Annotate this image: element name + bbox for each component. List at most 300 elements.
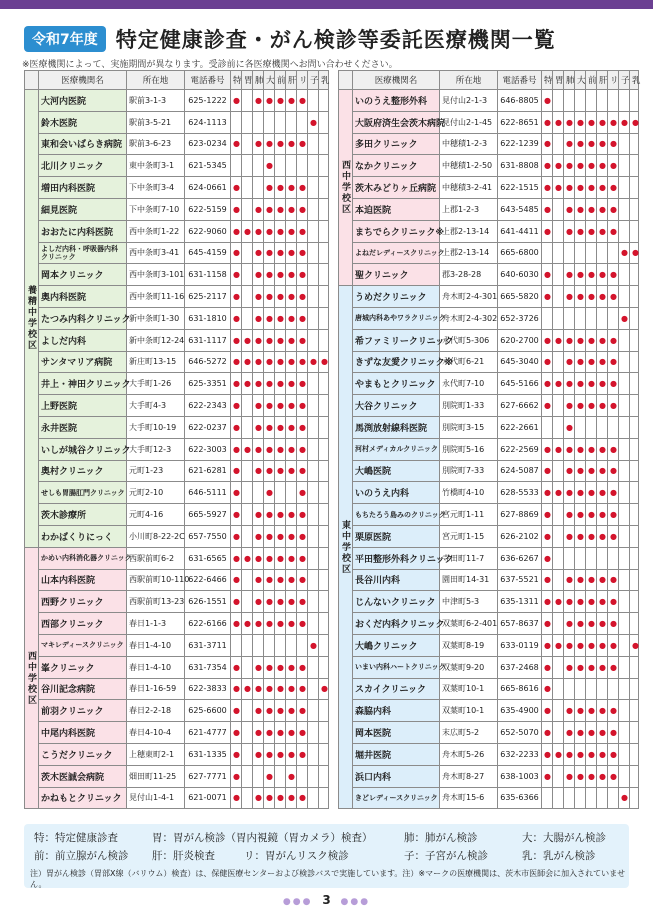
exam-mark: ● bbox=[231, 438, 242, 460]
exam-mark: ● bbox=[319, 678, 329, 700]
exam-mark: ● bbox=[586, 743, 597, 765]
clinic-address: 駅前3-1-3 bbox=[127, 90, 185, 112]
exam-mark: ● bbox=[608, 133, 619, 155]
clinic-address: 上穂東町2-1 bbox=[127, 743, 185, 765]
exam-mark: ● bbox=[564, 765, 575, 787]
exam-mark bbox=[319, 155, 329, 177]
exam-mark: ● bbox=[586, 286, 597, 308]
exam-mark bbox=[253, 482, 264, 504]
exam-mark: ● bbox=[575, 395, 586, 417]
exam-mark: ● bbox=[630, 634, 639, 656]
exam-mark bbox=[619, 722, 630, 744]
exam-mark bbox=[308, 722, 319, 744]
exam-mark bbox=[564, 787, 575, 809]
exam-mark bbox=[608, 307, 619, 329]
exam-mark: ● bbox=[231, 547, 242, 569]
exam-mark: ● bbox=[286, 220, 297, 242]
clinic-phone: 624-5087 bbox=[498, 460, 542, 482]
clinic-phone: 633-0119 bbox=[498, 634, 542, 656]
exam-mark: ● bbox=[608, 460, 619, 482]
exam-mark: ● bbox=[575, 220, 586, 242]
col-header-exam: 前 bbox=[586, 71, 597, 90]
exam-mark bbox=[319, 395, 329, 417]
exam-mark bbox=[319, 743, 329, 765]
exam-mark: ● bbox=[597, 198, 608, 220]
exam-mark bbox=[319, 547, 329, 569]
exam-mark: ● bbox=[575, 286, 586, 308]
clinic-phone: 631-3711 bbox=[185, 634, 231, 656]
exam-mark: ● bbox=[597, 264, 608, 286]
exam-mark: ● bbox=[242, 678, 253, 700]
exam-mark: ● bbox=[275, 678, 286, 700]
exam-mark bbox=[564, 242, 575, 264]
exam-mark bbox=[553, 264, 564, 286]
exam-mark: ● bbox=[575, 111, 586, 133]
exam-mark bbox=[242, 286, 253, 308]
exam-mark bbox=[319, 133, 329, 155]
clinic-name: 谷川記念病院 bbox=[39, 678, 127, 700]
exam-mark: ● bbox=[542, 678, 553, 700]
clinic-address: 中穂積3-2-41 bbox=[440, 177, 498, 199]
exam-mark bbox=[630, 220, 639, 242]
exam-mark bbox=[564, 307, 575, 329]
clinic-name: かねもとクリニック bbox=[39, 787, 127, 809]
table-row bbox=[339, 155, 639, 177]
exam-mark: ● bbox=[542, 133, 553, 155]
clinic-address: 舟木町5-26 bbox=[440, 743, 498, 765]
clinic-address: 西中条町3-41 bbox=[127, 242, 185, 264]
table-row bbox=[25, 286, 329, 308]
table-row bbox=[25, 547, 329, 569]
exam-mark: ● bbox=[564, 286, 575, 308]
clinic-name: やまもとクリニック bbox=[353, 373, 440, 395]
clinic-phone: 621-4777 bbox=[185, 722, 231, 744]
exam-mark: ● bbox=[597, 569, 608, 591]
clinic-address: 西駅前町10-110 bbox=[127, 569, 185, 591]
exam-mark bbox=[586, 787, 597, 809]
exam-mark: ● bbox=[286, 351, 297, 373]
exam-mark bbox=[619, 329, 630, 351]
clinic-table-left bbox=[24, 70, 329, 809]
exam-mark: ● bbox=[242, 438, 253, 460]
exam-mark: ● bbox=[297, 177, 308, 199]
exam-mark bbox=[630, 438, 639, 460]
clinic-address: 寺田町11-7 bbox=[440, 547, 498, 569]
clinic-address: 園田町14-31 bbox=[440, 569, 498, 591]
clinic-name: 中尾内科医院 bbox=[39, 722, 127, 744]
col-header-address: 所在地 bbox=[127, 71, 185, 90]
exam-mark: ● bbox=[564, 613, 575, 635]
clinic-phone: 623-0234 bbox=[185, 133, 231, 155]
exam-mark: ● bbox=[597, 525, 608, 547]
table-row bbox=[339, 504, 639, 526]
exam-mark: ● bbox=[553, 591, 564, 613]
clinic-address: 別院町7-33 bbox=[440, 460, 498, 482]
exam-mark: ● bbox=[242, 329, 253, 351]
clinic-phone: 622-2661 bbox=[498, 416, 542, 438]
clinic-phone: 665-6800 bbox=[498, 242, 542, 264]
table-row bbox=[25, 198, 329, 220]
school-district-label: 西中学校区 bbox=[339, 90, 353, 286]
clinic-phone: 627-7771 bbox=[185, 765, 231, 787]
exam-mark: ● bbox=[275, 787, 286, 809]
exam-mark bbox=[553, 133, 564, 155]
exam-mark bbox=[308, 220, 319, 242]
exam-mark: ● bbox=[297, 133, 308, 155]
exam-mark: ● bbox=[286, 416, 297, 438]
exam-mark bbox=[619, 198, 630, 220]
exam-mark bbox=[608, 90, 619, 112]
exam-mark bbox=[275, 482, 286, 504]
clinic-phone: 628-5533 bbox=[498, 482, 542, 504]
exam-mark bbox=[242, 177, 253, 199]
exam-mark: ● bbox=[253, 743, 264, 765]
exam-mark bbox=[242, 504, 253, 526]
table-row bbox=[339, 547, 639, 569]
exam-mark bbox=[553, 90, 564, 112]
exam-mark: ● bbox=[275, 504, 286, 526]
clinic-address: 舟木町15-6 bbox=[440, 787, 498, 809]
exam-mark bbox=[286, 634, 297, 656]
clinic-address: 春日1-16-59 bbox=[127, 678, 185, 700]
exam-mark bbox=[630, 90, 639, 112]
exam-mark: ● bbox=[608, 177, 619, 199]
exam-mark: ● bbox=[597, 155, 608, 177]
exam-mark: ● bbox=[231, 504, 242, 526]
exam-mark bbox=[586, 416, 597, 438]
exam-mark: ● bbox=[586, 373, 597, 395]
table-row bbox=[25, 90, 329, 112]
exam-mark bbox=[242, 155, 253, 177]
table-row bbox=[25, 220, 329, 242]
exam-mark bbox=[619, 613, 630, 635]
exam-mark: ● bbox=[253, 678, 264, 700]
exam-mark bbox=[630, 525, 639, 547]
exam-mark bbox=[630, 286, 639, 308]
exam-mark: ● bbox=[286, 504, 297, 526]
exam-mark bbox=[586, 547, 597, 569]
col-header-exam: 子 bbox=[619, 71, 630, 90]
exam-mark: ● bbox=[308, 111, 319, 133]
col-header-exam: 肝 bbox=[597, 71, 608, 90]
exam-mark: ● bbox=[275, 307, 286, 329]
exam-mark: ● bbox=[542, 634, 553, 656]
clinic-phone: 625-1222 bbox=[185, 90, 231, 112]
exam-mark: ● bbox=[608, 351, 619, 373]
clinic-name: なかクリニック bbox=[353, 155, 440, 177]
clinic-phone: 665-5820 bbox=[498, 286, 542, 308]
exam-mark: ● bbox=[275, 416, 286, 438]
exam-mark bbox=[619, 743, 630, 765]
exam-mark: ● bbox=[575, 569, 586, 591]
clinic-address: 西中条町11-16 bbox=[127, 286, 185, 308]
clinic-phone: 622-6166 bbox=[185, 613, 231, 635]
exam-mark: ● bbox=[264, 264, 275, 286]
exam-mark: ● bbox=[542, 613, 553, 635]
exam-mark bbox=[553, 547, 564, 569]
exam-mark: ● bbox=[597, 460, 608, 482]
exam-mark bbox=[630, 264, 639, 286]
exam-mark: ● bbox=[275, 460, 286, 482]
exam-mark: ● bbox=[275, 569, 286, 591]
exam-mark bbox=[553, 220, 564, 242]
exam-mark: ● bbox=[264, 307, 275, 329]
exam-mark: ● bbox=[275, 525, 286, 547]
table-row bbox=[25, 416, 329, 438]
table-row bbox=[25, 787, 329, 809]
exam-mark: ● bbox=[297, 743, 308, 765]
exam-mark: ● bbox=[231, 90, 242, 112]
clinic-name: サンタマリア病院 bbox=[39, 351, 127, 373]
exam-mark: ● bbox=[264, 700, 275, 722]
exam-mark bbox=[253, 177, 264, 199]
clinic-phone: 646-8805 bbox=[498, 90, 542, 112]
exam-mark: ● bbox=[297, 460, 308, 482]
table-row bbox=[339, 90, 639, 112]
exam-mark bbox=[319, 460, 329, 482]
exam-mark: ● bbox=[608, 656, 619, 678]
exam-mark: ● bbox=[264, 438, 275, 460]
exam-mark bbox=[630, 133, 639, 155]
clinic-name: 細見医院 bbox=[39, 198, 127, 220]
clinic-address: 大手町12-3 bbox=[127, 438, 185, 460]
exam-mark: ● bbox=[253, 307, 264, 329]
exam-mark bbox=[297, 155, 308, 177]
clinic-phone: 624-0661 bbox=[185, 177, 231, 199]
table-row bbox=[25, 133, 329, 155]
exam-mark bbox=[308, 787, 319, 809]
exam-mark bbox=[242, 395, 253, 417]
exam-mark bbox=[619, 765, 630, 787]
exam-mark: ● bbox=[308, 351, 319, 373]
exam-mark bbox=[231, 111, 242, 133]
exam-mark bbox=[542, 787, 553, 809]
legend-item: リ：胃がんリスク検診 bbox=[244, 850, 349, 862]
exam-mark: ● bbox=[297, 700, 308, 722]
exam-mark bbox=[553, 765, 564, 787]
exam-mark bbox=[630, 373, 639, 395]
exam-mark: ● bbox=[564, 198, 575, 220]
table-row bbox=[339, 133, 639, 155]
exam-mark bbox=[231, 634, 242, 656]
clinic-address: 春日1-1-3 bbox=[127, 613, 185, 635]
exam-mark: ● bbox=[253, 329, 264, 351]
clinic-name: いのうえ整形外科 bbox=[353, 90, 440, 112]
exam-mark: ● bbox=[297, 395, 308, 417]
exam-mark bbox=[553, 525, 564, 547]
exam-mark bbox=[630, 460, 639, 482]
exam-mark bbox=[286, 111, 297, 133]
exam-mark: ● bbox=[608, 220, 619, 242]
exam-mark: ● bbox=[231, 525, 242, 547]
exam-mark bbox=[264, 111, 275, 133]
exam-mark bbox=[575, 242, 586, 264]
exam-mark: ● bbox=[575, 198, 586, 220]
exam-mark: ● bbox=[553, 438, 564, 460]
exam-mark bbox=[275, 634, 286, 656]
exam-mark: ● bbox=[619, 242, 630, 264]
exam-mark bbox=[630, 504, 639, 526]
table-row bbox=[339, 307, 639, 329]
exam-mark: ● bbox=[542, 525, 553, 547]
exam-mark: ● bbox=[608, 722, 619, 744]
exam-mark bbox=[630, 547, 639, 569]
exam-mark: ● bbox=[597, 743, 608, 765]
legend-note: 注）胃がん検診（胃部X線（バリウム）検査）は、保健医療センターおよび検診バスで実施しています。注）※マークの医療機関は、茨木市医師会に加入されていません。 bbox=[30, 869, 626, 889]
exam-mark: ● bbox=[553, 111, 564, 133]
exam-mark bbox=[619, 525, 630, 547]
clinic-name: 希ファミリークリニック bbox=[353, 329, 440, 351]
clinic-phone: 622-1239 bbox=[498, 133, 542, 155]
exam-mark: ● bbox=[242, 373, 253, 395]
exam-mark bbox=[586, 242, 597, 264]
exam-mark: ● bbox=[297, 613, 308, 635]
exam-mark: ● bbox=[575, 613, 586, 635]
exam-mark bbox=[630, 656, 639, 678]
clinic-phone: 620-2700 bbox=[498, 329, 542, 351]
exam-mark: ● bbox=[597, 329, 608, 351]
exam-mark: ● bbox=[597, 438, 608, 460]
exam-mark bbox=[308, 373, 319, 395]
clinic-address: 西中条町3-101 bbox=[127, 264, 185, 286]
exam-mark bbox=[630, 416, 639, 438]
exam-mark: ● bbox=[275, 373, 286, 395]
exam-mark: ● bbox=[253, 242, 264, 264]
exam-mark: ● bbox=[297, 373, 308, 395]
clinic-address: 宮元町1-11 bbox=[440, 504, 498, 526]
exam-mark: ● bbox=[542, 765, 553, 787]
exam-mark bbox=[564, 547, 575, 569]
col-header-exam: 肺 bbox=[253, 71, 264, 90]
table-row bbox=[339, 722, 639, 744]
exam-mark: ● bbox=[586, 111, 597, 133]
exam-mark bbox=[242, 765, 253, 787]
exam-mark: ● bbox=[630, 111, 639, 133]
clinic-phone: 646-5111 bbox=[185, 482, 231, 504]
clinic-address: 見付山1-4-1 bbox=[127, 787, 185, 809]
exam-mark bbox=[319, 220, 329, 242]
exam-mark: ● bbox=[608, 482, 619, 504]
exam-mark bbox=[242, 133, 253, 155]
exam-mark bbox=[553, 613, 564, 635]
exam-mark: ● bbox=[275, 438, 286, 460]
clinic-phone: 665-8616 bbox=[498, 678, 542, 700]
exam-mark: ● bbox=[286, 678, 297, 700]
exam-mark: ● bbox=[253, 90, 264, 112]
exam-mark bbox=[253, 765, 264, 787]
clinic-name: 東和会いばらき病院 bbox=[39, 133, 127, 155]
clinic-name: 大嶋医院 bbox=[353, 460, 440, 482]
exam-mark: ● bbox=[264, 373, 275, 395]
exam-mark: ● bbox=[264, 177, 275, 199]
exam-mark: ● bbox=[264, 591, 275, 613]
table-row bbox=[25, 438, 329, 460]
exam-mark bbox=[308, 133, 319, 155]
clinic-address: 駅前3-6-23 bbox=[127, 133, 185, 155]
exam-mark: ● bbox=[542, 395, 553, 417]
clinic-name: 山本内科医院 bbox=[39, 569, 127, 591]
exam-mark: ● bbox=[608, 395, 619, 417]
exam-mark: ● bbox=[253, 198, 264, 220]
exam-mark bbox=[308, 416, 319, 438]
exam-mark bbox=[286, 155, 297, 177]
exam-mark bbox=[308, 678, 319, 700]
exam-mark: ● bbox=[286, 460, 297, 482]
exam-mark: ● bbox=[253, 547, 264, 569]
exam-mark bbox=[242, 591, 253, 613]
exam-mark: ● bbox=[586, 460, 597, 482]
exam-mark: ● bbox=[575, 525, 586, 547]
exam-mark: ● bbox=[253, 569, 264, 591]
exam-mark: ● bbox=[231, 329, 242, 351]
exam-mark: ● bbox=[597, 613, 608, 635]
exam-mark: ● bbox=[608, 198, 619, 220]
exam-mark: ● bbox=[297, 242, 308, 264]
exam-mark bbox=[597, 678, 608, 700]
exam-mark bbox=[619, 547, 630, 569]
clinic-name: スカイクリニック bbox=[353, 678, 440, 700]
exam-mark: ● bbox=[242, 351, 253, 373]
exam-mark bbox=[619, 656, 630, 678]
exam-mark: ● bbox=[597, 351, 608, 373]
clinic-address: 春日1-4-10 bbox=[127, 656, 185, 678]
exam-mark bbox=[319, 264, 329, 286]
exam-mark: ● bbox=[542, 591, 553, 613]
clinic-address: 春日2-2-18 bbox=[127, 700, 185, 722]
exam-mark bbox=[553, 307, 564, 329]
exam-mark: ● bbox=[542, 743, 553, 765]
exam-mark bbox=[308, 765, 319, 787]
clinic-phone: 641-4411 bbox=[498, 220, 542, 242]
clinic-name: 永井医院 bbox=[39, 416, 127, 438]
col-header-school bbox=[25, 71, 39, 90]
table-row bbox=[25, 242, 329, 264]
exam-mark: ● bbox=[264, 198, 275, 220]
exam-mark: ● bbox=[253, 656, 264, 678]
exam-mark: ● bbox=[264, 525, 275, 547]
table-row bbox=[25, 591, 329, 613]
exam-mark bbox=[630, 613, 639, 635]
exam-mark bbox=[319, 482, 329, 504]
exam-mark bbox=[597, 787, 608, 809]
exam-mark bbox=[619, 700, 630, 722]
col-header-exam: 乳 bbox=[630, 71, 639, 90]
table-row bbox=[25, 743, 329, 765]
clinic-phone: 627-6662 bbox=[498, 395, 542, 417]
exam-mark: ● bbox=[586, 700, 597, 722]
exam-mark bbox=[630, 177, 639, 199]
table-row bbox=[25, 482, 329, 504]
clinic-address: 上郡2-13-14 bbox=[440, 242, 498, 264]
table-row bbox=[339, 177, 639, 199]
table-row bbox=[339, 242, 639, 264]
exam-mark bbox=[308, 700, 319, 722]
table-row bbox=[339, 351, 639, 373]
exam-mark bbox=[630, 155, 639, 177]
exam-mark bbox=[242, 787, 253, 809]
exam-mark: ● bbox=[542, 198, 553, 220]
exam-mark bbox=[242, 242, 253, 264]
page-title: 特定健康診査・がん検診等委託医療機関一覧 bbox=[115, 28, 556, 52]
col-header-exam: 肝 bbox=[286, 71, 297, 90]
exam-mark: ● bbox=[564, 743, 575, 765]
exam-mark: ● bbox=[575, 133, 586, 155]
exam-mark bbox=[630, 591, 639, 613]
exam-mark: ● bbox=[597, 133, 608, 155]
col-header-exam: リ bbox=[297, 71, 308, 90]
exam-mark bbox=[308, 395, 319, 417]
clinic-address: 見付山2-1-45 bbox=[440, 111, 498, 133]
